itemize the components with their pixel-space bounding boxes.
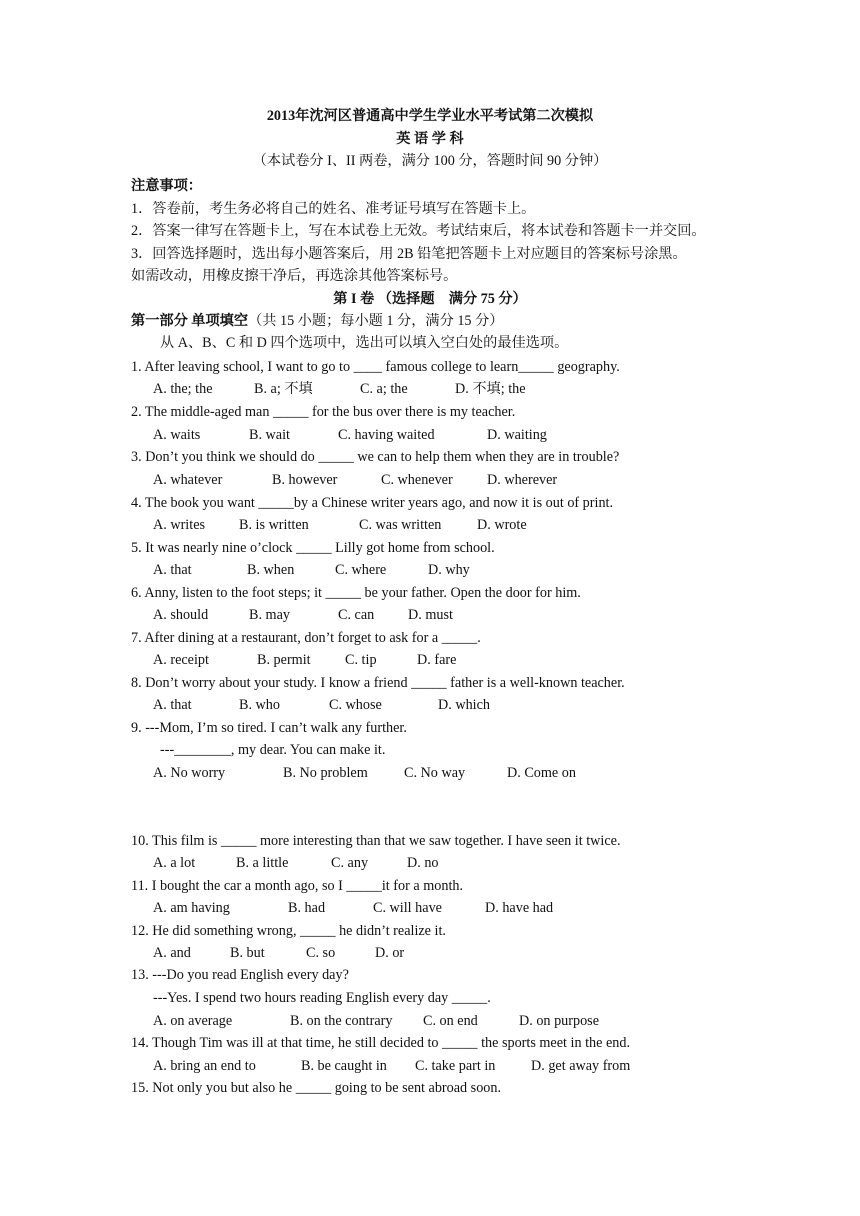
option-b: B. a; 不填 — [254, 381, 313, 397]
option-a: A. No worry — [153, 765, 226, 781]
option-c: C. No way — [404, 765, 466, 781]
exam-title: 2013年沈河区普通高中学生学业水平考试第二次模拟 — [266, 108, 594, 124]
option-c: C. having waited — [338, 427, 435, 443]
option-b: B. wait — [249, 427, 290, 443]
option-d: D. or — [375, 945, 405, 961]
option-c: C. a; the — [360, 381, 408, 397]
option-a: A. writes — [153, 517, 206, 533]
question-stem: 13. ---Do you read English every day? — [131, 967, 349, 983]
option-d: D. get away from — [531, 1058, 631, 1074]
option-a: A. should — [153, 607, 209, 623]
notes-heading: 注意事项： — [131, 178, 202, 194]
option-a: A. that — [153, 697, 192, 713]
option-c: C. on end — [423, 1013, 478, 1029]
option-b: B. No problem — [283, 765, 368, 781]
note-item: 1．答卷前，考生务必将自己的姓名、准考证号填写在答题卡上。 — [131, 201, 536, 217]
question-stem: 11. I bought the car a month ago, so I _____it for a month. — [131, 878, 464, 894]
option-c: C. take part in — [415, 1058, 496, 1074]
option-b: B. however — [272, 472, 338, 488]
note-item: 如需改动，用橡皮擦干净后，再选涂其他答案标号。 — [131, 268, 458, 284]
option-c: C. so — [306, 945, 336, 961]
option-c: C. where — [335, 562, 387, 578]
option-a: A. whatever — [153, 472, 223, 488]
option-d: D. fare — [417, 652, 457, 668]
option-b: B. who — [239, 697, 280, 713]
option-a: A. receipt — [153, 652, 209, 668]
option-a: A. waits — [153, 427, 201, 443]
option-d: D. 不填; the — [455, 381, 526, 397]
question-stem: 8. Don’t worry about your study. I know a friend _____ father is a well-known teacher. — [131, 675, 625, 691]
option-c: C. will have — [373, 900, 442, 916]
option-d: D. must — [408, 607, 453, 623]
option-d: D. why — [428, 562, 470, 578]
question-stem: 6. Anny, listen to the foot steps; it _____ be your father. Open the door for him. — [131, 585, 581, 601]
question-stem-reply: ---________, my dear. You can make it. — [160, 742, 386, 758]
note-item: 3．回答选择题时，选出每小题答案后，用 2B 铅笔把答题卡上对应题目的答案标号涂黑。 — [131, 246, 687, 262]
question-stem-reply: ---Yes. I spend two hours reading English every day _____. — [153, 990, 491, 1006]
option-c: C. any — [331, 855, 369, 871]
option-a: A. am having — [153, 900, 230, 916]
option-d: D. have had — [485, 900, 554, 916]
option-d: D. wherever — [487, 472, 558, 488]
option-b: B. be caught in — [301, 1058, 387, 1074]
option-d: D. wrote — [477, 517, 527, 533]
option-d: D. no — [407, 855, 439, 871]
option-b: B. a little — [236, 855, 289, 871]
option-a: A. bring an end to — [153, 1058, 256, 1074]
question-stem: 10. This film is _____ more interesting than that we saw together. I have seen it twice. — [131, 833, 621, 849]
part-title — [131, 312, 503, 330]
option-a: A. a lot — [153, 855, 196, 871]
option-d: D. waiting — [487, 427, 547, 443]
option-b: B. had — [288, 900, 326, 916]
option-b: B. when — [247, 562, 295, 578]
option-b: B. permit — [257, 652, 311, 668]
exam-info: （本试卷分 I、II 两卷，满分 100 分，答题时间 90 分钟） — [252, 153, 608, 169]
question-stem: 2. The middle-aged man _____ for the bus over there is my teacher. — [131, 404, 516, 420]
option-d: D. Come on — [507, 765, 576, 781]
option-c: C. whenever — [381, 472, 453, 488]
option-b: B. but — [230, 945, 265, 961]
option-d: D. which — [438, 697, 491, 713]
question-stem: 15. Not only you but also he _____ going to be sent abroad soon. — [131, 1080, 502, 1096]
option-a: A. on average — [153, 1013, 233, 1029]
option-a: A. the; the — [153, 381, 213, 397]
option-c: C. tip — [345, 652, 377, 668]
volume-title: 第 I 卷 （选择题 满分 75 分） — [333, 291, 527, 307]
option-c: C. was written — [359, 517, 442, 533]
option-b: B. on the contrary — [290, 1013, 393, 1029]
question-stem: 5. It was nearly nine o’clock _____ Lilly got home from school. — [131, 540, 495, 556]
question-stem: 3. Don’t you think we should do _____ we can to help them when they are in trouble? — [131, 449, 620, 465]
option-a: A. and — [153, 945, 191, 961]
option-c: C. whose — [329, 697, 382, 713]
exam-subject: 英 语 学 科 — [396, 131, 464, 147]
question-stem: 12. He did something wrong, _____ he didn’t realize it. — [131, 923, 446, 939]
option-d: D. on purpose — [519, 1013, 599, 1029]
note-item: 2．答案一律写在答题卡上，写在本试卷上无效。考试结束后，将本试卷和答题卡一并交回。 — [131, 223, 706, 239]
option-c: C. can — [338, 607, 375, 623]
question-stem: 14. Though Tim was ill at that time, he still decided to _____ the sports meet in the end. — [131, 1035, 631, 1051]
question-stem: 9. ---Mom, I’m so tired. I can’t walk any further. — [131, 720, 407, 736]
part-title-bold: 第一部分 单项填空 — [131, 313, 249, 329]
question-stem: 1. After leaving school, I want to go to ____ famous college to learn_____ geography. — [131, 359, 620, 375]
part-title-rest: （共 15 小题；每小题 1 分，满分 15 分） — [248, 313, 504, 329]
question-stem: 7. After dining at a restaurant, don’t forget to ask for a _____. — [131, 630, 481, 646]
option-b: B. may — [249, 607, 290, 623]
option-a: A. that — [153, 562, 192, 578]
option-b: B. is written — [239, 517, 309, 533]
question-stem: 4. The book you want _____by a Chinese writer years ago, and now it is out of print. — [131, 495, 614, 511]
instruction: 从 A、B、C 和 D 四个选项中，选出可以填入空白处的最佳选项。 — [160, 335, 569, 351]
